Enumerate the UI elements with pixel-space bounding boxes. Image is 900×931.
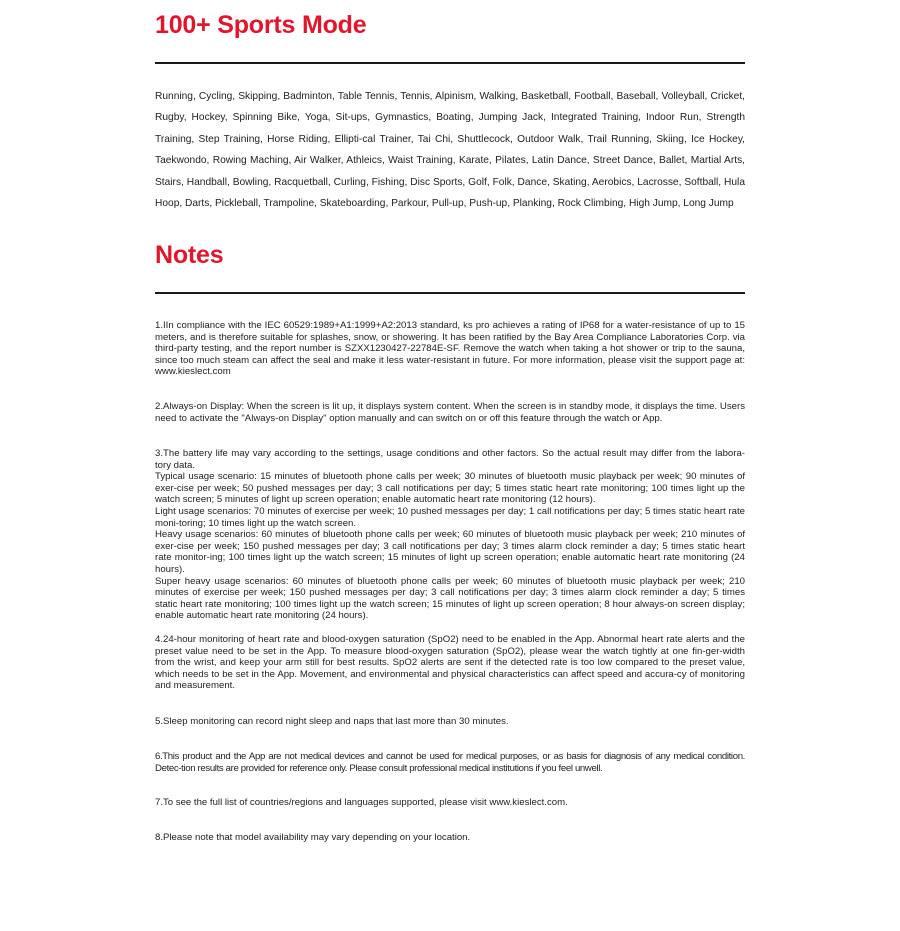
sports-mode-list: Running, Cycling, Skipping, Badminton, Table Tennis, Tennis, Alpinism, Walking, Basketball, Football, Baseball, Volleyball, Cricket, Rugby, Hockey, Spinning Bike, Yoga, Sit-ups, Gymnastics, Boating, Jumping Jack, Integrated Training, Indoor Run, Strength Training, Step Training, Horse Riding, Ellipti-cal Trainer, Tai Chi, Shuttlecock, Outdoor Walk, Trail Running, Skiing, Ice Hockey, Taekwondo, Rowing Maching, Air Walker, Athleics, Waist Training, Karate, Pilates, Latin Dance, Street Dance, Ballet, Martial Arts, Stairs, Handball, Bowling, Racquetball, Curling, Fishing, Disc Sports, Golf, Folk, Dance, Skating, Aerobics, Lacrosse, Softball, Hula Hoop, Darts, Pickleball, Trampoline, Skateboarding, Parkour, Pull-up, Push-up, Planking, Rock Climbing, High Jump, Long Jump <box>155 91 745 210</box>
notes-heading: Notes <box>155 241 224 269</box>
sports-mode-heading: 100+ Sports Mode <box>155 11 367 39</box>
note-battery-life <box>155 448 745 622</box>
note-model-availability: 8.Please note that model availability may vary depending on your location. <box>155 832 471 843</box>
note-heart-rate-spo2: 4.24-hour monitoring of heart rate and blood-oxygen saturation (SpO2) need to be enabled in the App. Abnormal heart rate alerts and the preset value need to be set in the App. To measure blood-oxygen saturation (SpO2), please wear the watch tightly at one fin-ger-width from the wrist, and keep your arm still for best results. SpO2 alerts are sent if the detected rate is too low compared to the preset value, which needs to be set in the App. Movement, and environmental and physical characteristics can affect speed and accura-cy of monitoring and measurement. <box>155 634 745 692</box>
battery-typical-scenario: Typical usage scenario: 15 minutes of bluetooth phone calls per week; 30 minutes of bluetooth music playback per week; 90 minutes of exer-cise per week; 50 pushed messages per day; 3 call notifications per day; 5 times static heart rate monitoring; 100 times light up the watch screen; 5 minutes of light up screen operation; enable automatic heart rate monitoring (12 hours). <box>155 471 745 506</box>
note-always-on-display: 2.Always-on Display: When the screen is lit up, it displays system content. When the screen is in standby mode, it displays the time. Users need to activate the "Always-on Display" option manually and can switch on or off this feature through the watch or App. <box>155 401 745 424</box>
battery-intro: 3.The battery life may vary according to the settings, usage conditions and other factors. So the actual result may differ from the labora-tory data. <box>155 448 745 471</box>
battery-super-heavy-scenario: Super heavy usage scenarios: 60 minutes of bluetooth phone calls per week; 60 minutes of bluetooth music playback per week; 210 minutes of exercise per week; 150 pushed messages per day; 3 call notifications per day; 3 times alarm clock reminder a day; 5 times static heart rate monitoring; 100 times light up the watch screen; 15 minutes of light up screen operation; 8 hour always-on screen display; enable automatic heart rate monitoring (24 hours). <box>155 575 745 622</box>
note-sleep-monitoring: 5.Sleep monitoring can record night sleep and naps that last more than 30 minutes. <box>155 716 509 727</box>
battery-light-scenario: Light usage scenarios: 70 minutes of exercise per week; 10 pushed messages per day; 1 call notifications per day; 5 times static heart rate moni-toring; 10 times light up the watch screen. <box>155 505 745 529</box>
battery-heavy-scenario: Heavy usage scenarios: 60 minutes of bluetooth phone calls per week; 60 minutes of bluetooth music playback per week; 210 minutes of exer-cise per week; 150 pushed messages per day; 3 call notifications per day; 3 times alarm clock reminder a day; 5 times static heart rate monitor-ing; 100 times light up the watch screen; 15 minutes of light up screen operation; enable automatic heart rate monitoring (24 hours). <box>155 529 745 575</box>
note-medical-disclaimer: 6.This product and the App are not medical devices and cannot be used for medical purposes, or as basis for diagnosis of any medical condition. Detec-tion results are provided for reference only. Please consult professional medical institutions if you feel unwell. <box>155 751 745 774</box>
notes-heading-divider <box>155 292 745 294</box>
note-water-resistance: 1.IIn compliance with the IEC 60529:1989+A1:1999+A2:2013 standard, ks pro achieves a rating of IP68 for a water-resistance of up to 15 meters, and is therefore suitable for splashes, snow, or showering. It has been ratified by the Bay Area Compliance Laboratories Corp. via third-party testing, and the report number is SZXX1230427-22784E-SF. Remove the watch when taking a hot shower or trip to the sauna, since too much steam can affect the seal and make it less water-resistant in future. For more information, please visit the support page at: www.kieslect.com <box>155 320 745 378</box>
sports-heading-divider <box>155 62 745 64</box>
note-countries-languages: 7.To see the full list of countries/regions and languages supported, please visit www.kieslect.com. <box>155 797 568 808</box>
